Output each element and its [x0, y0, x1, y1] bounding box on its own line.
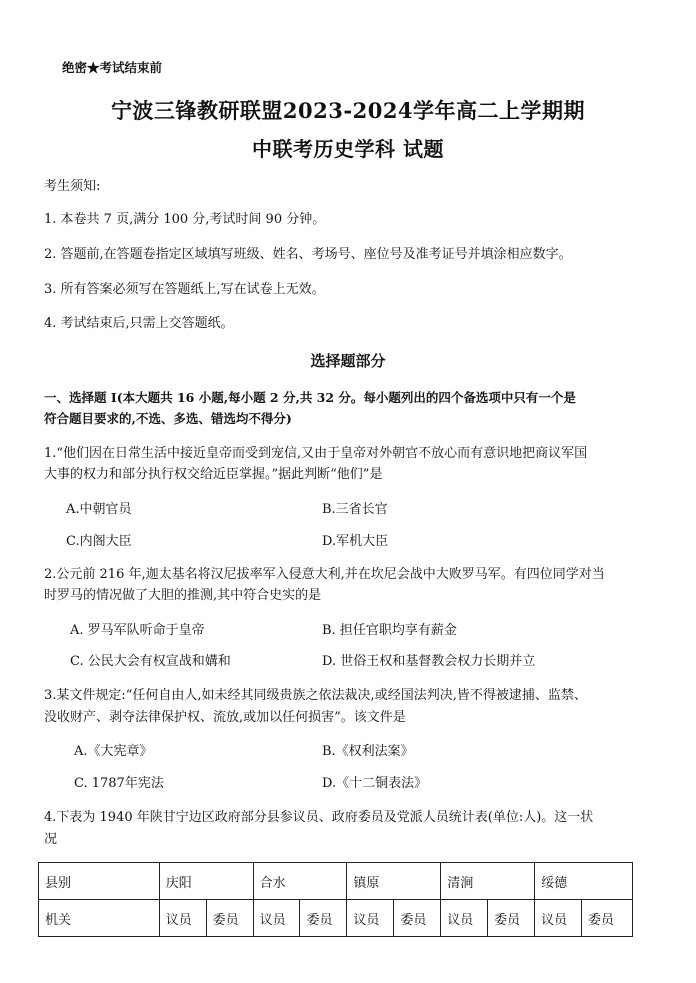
statistics-table [38, 862, 633, 937]
question-2-text: 2.公元前 216 年,迦太基名将汉尼拔率军入侵意大利,并在坎尼会战中大败罗马军。有四位同学对当 [44, 567, 605, 582]
table-cell: 清涧 [441, 863, 535, 900]
q2-option-c: C. 公民大会有权宣战和媾和 [70, 654, 231, 669]
confidential-label: 绝密★考试结束前 [62, 60, 163, 75]
notice-heading: 考生须知: [44, 179, 101, 194]
part-instructions-line1: 一、选择题 I(本大题共 16 小题,每小题 2 分,共 32 分。每小题列出的四个备选项中只有一个是 [44, 390, 576, 405]
table-cell: 绥德 [535, 863, 633, 900]
exam-title-line1: 宁波三锋教研联盟2023-2024学年高二上学期期 [110, 98, 586, 123]
table-cell: 议员 [253, 900, 300, 937]
notice-item: 3. 所有答案必须写在答题纸上,写在试卷上无效。 [44, 282, 325, 297]
part-instructions-line2: 符合题目要求的,不选、多选、错选均不得分) [44, 411, 292, 426]
table-cell: 机关 [39, 900, 160, 937]
q1-option-a: A.中朝官员 [66, 502, 132, 517]
question-4-text: 4.下表为 1940 年陕甘宁边区政府部分县参议员、政府委员及党派人员统计表(单位:人)。这一状 [44, 810, 594, 825]
notice-item: 1. 本卷共 7 页,满分 100 分,考试时间 90 分钟。 [44, 212, 326, 227]
q2-option-d: D. 世俗王权和基督教会权力长期并立 [322, 654, 536, 669]
table-cell: 委员 [582, 900, 633, 937]
q2-option-a: A. 罗马军队听命于皇帝 [70, 623, 205, 638]
q3-option-a: A.《大宪章》 [74, 744, 153, 759]
notice-item: 2. 答题前,在答题卷指定区域填写班级、姓名、考场号、座位号及准考证号并填涂相应数字。 [44, 247, 572, 262]
table-cell: 县别 [39, 863, 160, 900]
table-cell: 委员 [394, 900, 441, 937]
table-cell: 议员 [441, 900, 488, 937]
table-cell: 委员 [206, 900, 253, 937]
q1-option-d: D.军机大臣 [322, 534, 389, 549]
notice-item: 4. 考试结束后,只需上交答题纸。 [44, 316, 234, 331]
table-cell: 议员 [535, 900, 582, 937]
q1-option-b: B.三省长官 [322, 502, 388, 517]
q3-option-b: B.《权利法案》 [322, 744, 414, 759]
table-cell: 镇原 [347, 863, 441, 900]
table-cell: 合水 [253, 863, 347, 900]
table-cell: 委员 [300, 900, 347, 937]
q3-option-d: D.《十二铜表法》 [322, 776, 428, 791]
q3-option-c: C. 1787年宪法 [74, 776, 164, 791]
table-cell: 庆阳 [159, 863, 253, 900]
question-3-text: 3.某文件规定:“任何自由人,如未经其同级贵族之依法裁决,或经国法判决,皆不得被逮捕、监禁、 [44, 688, 587, 703]
question-2-text: 时罗马的情况做了大胆的推测,其中符合史实的是 [44, 588, 322, 603]
table-cell: 委员 [488, 900, 535, 937]
section-title: 选择题部分 [310, 352, 386, 370]
table-cell: 议员 [347, 900, 394, 937]
q1-option-c: C.内阁大臣 [66, 534, 132, 549]
table-cell: 议员 [159, 900, 206, 937]
question-1-text: 大事的权力和部分执行权交给近臣掌握。”据此判断“他们”是 [44, 467, 383, 482]
table-row [39, 900, 633, 937]
question-4-text: 况 [44, 832, 58, 847]
q2-option-b: B. 担任官职均享有薪金 [322, 623, 457, 638]
question-1-text: 1.“他们因在日常生活中接近皇帝而受到宠信,又由于皇帝对外朝官不放心而有意识地把商议军国 [44, 446, 588, 461]
question-3-text: 没收财产、剥夺法律保护权、流放,或加以任何损害”。该文件是 [44, 710, 406, 725]
exam-title-line2: 中联考历史学科 试题 [252, 137, 444, 161]
table-header-row [39, 863, 633, 900]
